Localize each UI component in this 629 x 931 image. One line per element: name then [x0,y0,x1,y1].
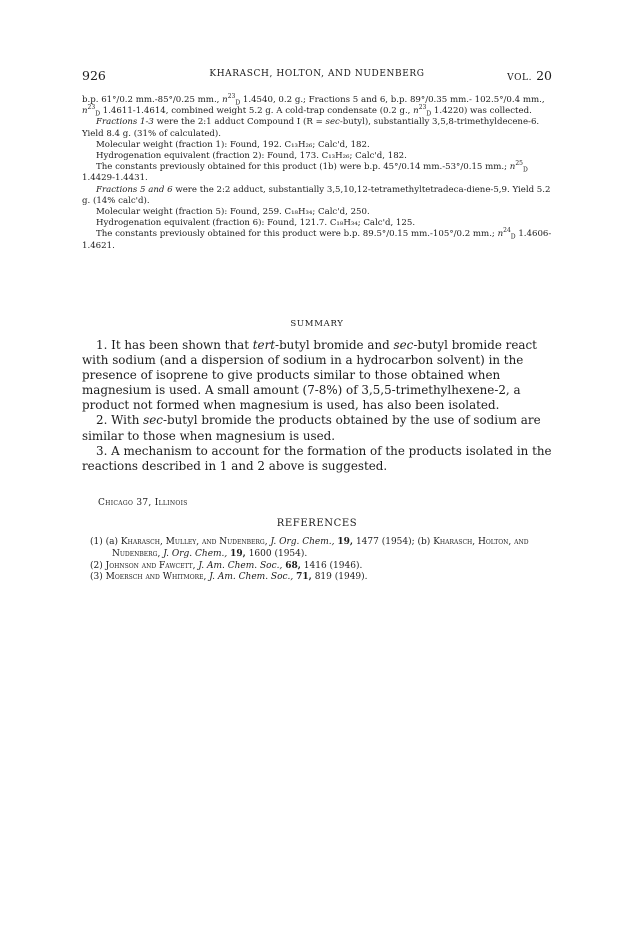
experimental-section [82,95,552,252]
reference-3: (3) Moersch and Whitmore, J. Am. Chem. Soc., 71, 819 (1949). [90,572,368,583]
volume-indicator [507,68,552,83]
constants-2: The constants previously obtained for this product were b.p. 89.5°/0.15 mm.-105°/0.2 mm.; $n^{24}_D$ 1.4606-1.4621. [82,227,552,251]
molecular-weight-2: Molecular weight (fraction 5): Found, 259. C₁₈H₃₄; Calc'd, 250. [96,207,370,218]
fractions-1-3-paragraph: Fractions 1-3 were the 2:1 adduct Compound I (R = sec-butyl), substantially 3,5,8-trimethyldecene-6. Yield 8.4 g. (31% of calculated). [82,117,540,139]
running-header [82,68,552,86]
references-list [82,537,554,584]
institution-location: Chicago 37, Illinois [98,498,188,508]
volume-number: 20 [536,68,552,83]
summary-heading: SUMMARY [290,319,344,329]
references-heading: REFERENCES [276,518,358,529]
page-number: 926 [82,68,106,83]
summary-point-3: 3. A mechanism to account for the formation of the products isolated in the reactions described in 1 and 2 above is suggested. [82,443,552,473]
summary-section [82,338,554,474]
constants-1: The constants previously obtained for this product (1b) were b.p. 45°/0.14 mm.-53°/0.15 mm.; $n^{25}_D$ 1.4429-1.4431. [82,160,528,184]
volume-label: VOL. [507,73,533,83]
experimental-paragraph-1: b.p. 61°/0.2 mm.-85°/0.25 mm., $n^{23}_D$ 1.4540, 0.2 g.; Fractions 5 and 6, b.p. 89°/0.35 mm.- 102.5°/0.4 mm., $n^{23}_D$ 1.4611-1.4614, combined weight 5.2 g. A cold-trap condensate (0.2 g., $n^{23}_D$ 1.4220) was collected. [82,93,545,118]
molecular-weight-1: Molecular weight (fraction 1): Found, 192. C₁₃H₂₆; Calc'd, 182. [96,139,370,150]
running-title: KHARASCH, HOLTON, AND NUDENBERG [209,69,425,79]
hydrogenation-equivalent-1: Hydrogenation equivalent (fraction 2): Found, 173. C₁₃H₂₆; Calc'd, 182. [96,151,407,162]
reference-1: (1) (a) Kharasch, Mulley, and Nudenberg, J. Org. Chem., 19, 1477 (1954); (b) Kharasch, Holton, and Nudenberg, J. Org. Chem., 19, 1600 (1954). [90,537,529,559]
hydrogenation-equivalent-2: Hydrogenation equivalent (fraction 6): Found, 121.7. C₁₈H₃₄; Calc'd, 125. [96,218,416,229]
summary-point-2: 2. With sec-butyl bromide the products obtained by the use of sodium are similar to those when magnesium is used. [82,413,541,443]
fractions-5-6-paragraph: Fractions 5 and 6 were the 2:2 adduct, substantially 3,5,10,12-tetramethyltetradeca-diene-5,9. Yield 5.2 g. (14% calc'd). [82,184,551,206]
reference-2: (2) Johnson and Fawcett, J. Am. Chem. Soc., 68, 1416 (1946). [90,560,363,571]
summary-point-1: 1. It has been shown that tert-butyl bromide and sec-butyl bromide react with sodium (and a dispersion of sodium in a hydrocarbon solvent) in the presence of isoprene to give products similar to those obtained when magnesium is used. A small amount (7-8%) of 3,5,5-trimethylhexene-2, a product not formed when magnesium is used, has also been isolated. [82,338,537,413]
